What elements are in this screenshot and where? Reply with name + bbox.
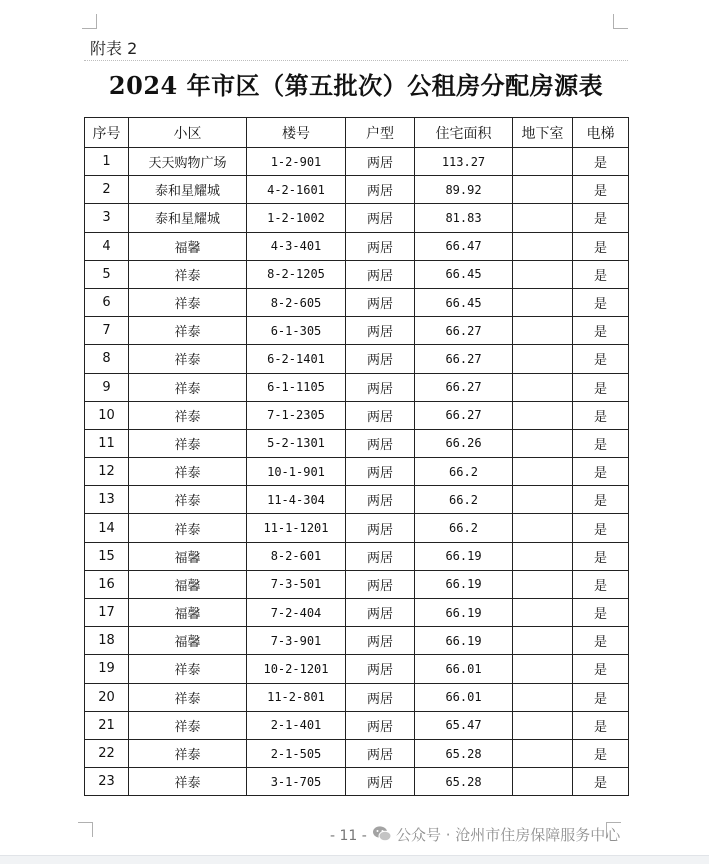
cell-community: 祥泰 xyxy=(129,429,247,457)
table-row xyxy=(85,655,629,683)
cell-elevator: 是 xyxy=(573,317,629,345)
cell-area: 81.83 xyxy=(415,204,513,232)
cell-layout: 两居 xyxy=(346,401,415,429)
cell-basement xyxy=(513,148,573,176)
cell-index: 23 xyxy=(85,768,129,796)
cell-community: 祥泰 xyxy=(129,317,247,345)
cell-building: 11-2-801 xyxy=(247,683,346,711)
cell-building: 2-1-401 xyxy=(247,711,346,739)
cell-basement xyxy=(513,260,573,288)
cell-layout: 两居 xyxy=(346,429,415,457)
cell-layout: 两居 xyxy=(346,486,415,514)
cell-basement xyxy=(513,373,573,401)
cell-elevator: 是 xyxy=(573,232,629,260)
table-header-row xyxy=(85,118,629,148)
cell-basement xyxy=(513,599,573,627)
cell-area: 66.27 xyxy=(415,401,513,429)
col-header-basement: 地下室 xyxy=(513,118,573,148)
cell-community: 泰和星耀城 xyxy=(129,204,247,232)
cell-elevator: 是 xyxy=(573,176,629,204)
cell-building: 8-2-605 xyxy=(247,288,346,316)
cell-community: 福馨 xyxy=(129,542,247,570)
cell-community: 福馨 xyxy=(129,599,247,627)
cell-layout: 两居 xyxy=(346,176,415,204)
cell-index: 21 xyxy=(85,711,129,739)
cell-elevator: 是 xyxy=(573,288,629,316)
cell-community: 祥泰 xyxy=(129,683,247,711)
cell-area: 66.19 xyxy=(415,599,513,627)
table-row xyxy=(85,232,629,260)
cell-elevator: 是 xyxy=(573,711,629,739)
cell-index: 8 xyxy=(85,345,129,373)
cell-area: 65.28 xyxy=(415,739,513,767)
cell-index: 3 xyxy=(85,204,129,232)
table-row xyxy=(85,683,629,711)
cell-index: 11 xyxy=(85,429,129,457)
cell-building: 7-3-901 xyxy=(247,627,346,655)
cell-area: 66.26 xyxy=(415,429,513,457)
cell-community: 祥泰 xyxy=(129,711,247,739)
cell-basement xyxy=(513,288,573,316)
cell-index: 13 xyxy=(85,486,129,514)
cell-building: 2-1-505 xyxy=(247,739,346,767)
cell-community: 祥泰 xyxy=(129,373,247,401)
wechat-icon xyxy=(372,825,392,843)
cell-building: 4-2-1601 xyxy=(247,176,346,204)
housing-allocation-table xyxy=(84,117,629,796)
watermark xyxy=(372,823,620,845)
cell-elevator: 是 xyxy=(573,401,629,429)
cell-layout: 两居 xyxy=(346,260,415,288)
cell-area: 66.19 xyxy=(415,627,513,655)
cell-basement xyxy=(513,683,573,711)
cell-building: 7-3-501 xyxy=(247,570,346,598)
cell-area: 66.01 xyxy=(415,683,513,711)
cell-elevator: 是 xyxy=(573,739,629,767)
cell-community: 泰和星耀城 xyxy=(129,176,247,204)
cell-community: 祥泰 xyxy=(129,768,247,796)
cell-building: 5-2-1301 xyxy=(247,429,346,457)
cell-index: 17 xyxy=(85,599,129,627)
cell-area: 66.19 xyxy=(415,570,513,598)
table-row xyxy=(85,317,629,345)
cell-basement xyxy=(513,739,573,767)
col-header-elevator: 电梯 xyxy=(573,118,629,148)
cell-community: 祥泰 xyxy=(129,401,247,429)
col-header-area: 住宅面积 xyxy=(415,118,513,148)
cell-index: 20 xyxy=(85,683,129,711)
cell-index: 7 xyxy=(85,317,129,345)
table-row xyxy=(85,373,629,401)
col-header-index: 序号 xyxy=(85,118,129,148)
cell-layout: 两居 xyxy=(346,599,415,627)
cell-building: 10-2-1201 xyxy=(247,655,346,683)
cell-area: 66.45 xyxy=(415,288,513,316)
cell-area: 66.47 xyxy=(415,232,513,260)
cell-layout: 两居 xyxy=(346,739,415,767)
cell-building: 4-3-401 xyxy=(247,232,346,260)
cell-elevator: 是 xyxy=(573,345,629,373)
cell-basement xyxy=(513,514,573,542)
cell-area: 66.01 xyxy=(415,655,513,683)
cell-index: 2 xyxy=(85,176,129,204)
cell-elevator: 是 xyxy=(573,458,629,486)
cell-community: 福馨 xyxy=(129,627,247,655)
page-corner-mark-top-left xyxy=(82,14,97,29)
cell-index: 10 xyxy=(85,401,129,429)
cell-community: 祥泰 xyxy=(129,514,247,542)
cell-elevator: 是 xyxy=(573,683,629,711)
cell-community: 祥泰 xyxy=(129,345,247,373)
cell-elevator: 是 xyxy=(573,260,629,288)
cell-elevator: 是 xyxy=(573,148,629,176)
cell-building: 3-1-705 xyxy=(247,768,346,796)
cell-elevator: 是 xyxy=(573,542,629,570)
cell-basement xyxy=(513,176,573,204)
cell-index: 4 xyxy=(85,232,129,260)
cell-building: 6-1-1105 xyxy=(247,373,346,401)
col-header-building: 楼号 xyxy=(247,118,346,148)
cell-area: 66.19 xyxy=(415,542,513,570)
cell-basement xyxy=(513,486,573,514)
page-number: - 11 - xyxy=(330,828,367,844)
cell-building: 8-2-1205 xyxy=(247,260,346,288)
cell-layout: 两居 xyxy=(346,683,415,711)
table-row xyxy=(85,429,629,457)
table-row xyxy=(85,542,629,570)
table-row xyxy=(85,345,629,373)
table-row xyxy=(85,148,629,176)
cell-index: 6 xyxy=(85,288,129,316)
cell-area: 66.27 xyxy=(415,317,513,345)
cell-elevator: 是 xyxy=(573,655,629,683)
cell-building: 6-1-305 xyxy=(247,317,346,345)
table-row xyxy=(85,204,629,232)
table-row xyxy=(85,570,629,598)
cell-community: 祥泰 xyxy=(129,458,247,486)
cell-layout: 两居 xyxy=(346,768,415,796)
cell-area: 66.2 xyxy=(415,514,513,542)
page-corner-mark-top-right xyxy=(613,14,628,29)
cell-building: 8-2-601 xyxy=(247,542,346,570)
table-row xyxy=(85,288,629,316)
cell-building: 7-1-2305 xyxy=(247,401,346,429)
cell-elevator: 是 xyxy=(573,570,629,598)
cell-area: 65.28 xyxy=(415,768,513,796)
cell-community: 祥泰 xyxy=(129,739,247,767)
cell-layout: 两居 xyxy=(346,204,415,232)
cell-elevator: 是 xyxy=(573,514,629,542)
cell-area: 113.27 xyxy=(415,148,513,176)
cell-basement xyxy=(513,768,573,796)
table-row xyxy=(85,260,629,288)
table-row xyxy=(85,486,629,514)
cell-layout: 两居 xyxy=(346,232,415,260)
cell-layout: 两居 xyxy=(346,458,415,486)
table-row xyxy=(85,739,629,767)
cell-basement xyxy=(513,429,573,457)
cell-index: 5 xyxy=(85,260,129,288)
cell-basement xyxy=(513,627,573,655)
cell-area: 66.45 xyxy=(415,260,513,288)
cell-building: 1-2-901 xyxy=(247,148,346,176)
table-row xyxy=(85,458,629,486)
cell-elevator: 是 xyxy=(573,768,629,796)
col-header-community: 小区 xyxy=(129,118,247,148)
cell-building: 10-1-901 xyxy=(247,458,346,486)
cell-basement xyxy=(513,570,573,598)
table-row xyxy=(85,768,629,796)
cell-community: 祥泰 xyxy=(129,260,247,288)
cell-basement xyxy=(513,458,573,486)
cell-building: 6-2-1401 xyxy=(247,345,346,373)
cell-area: 66.27 xyxy=(415,373,513,401)
col-header-layout: 户型 xyxy=(346,118,415,148)
cell-index: 16 xyxy=(85,570,129,598)
cell-index: 12 xyxy=(85,458,129,486)
page-corner-mark-bottom-left xyxy=(78,822,93,837)
cell-basement xyxy=(513,655,573,683)
cell-area: 66.2 xyxy=(415,486,513,514)
cell-basement xyxy=(513,232,573,260)
cell-layout: 两居 xyxy=(346,288,415,316)
cell-elevator: 是 xyxy=(573,599,629,627)
cell-basement xyxy=(513,204,573,232)
cell-index: 1 xyxy=(85,148,129,176)
cell-community: 福馨 xyxy=(129,232,247,260)
cell-elevator: 是 xyxy=(573,627,629,655)
annex-label: 附表 2 xyxy=(90,39,138,58)
table-row xyxy=(85,401,629,429)
cell-layout: 两居 xyxy=(346,317,415,345)
cell-community: 祥泰 xyxy=(129,486,247,514)
cell-basement xyxy=(513,401,573,429)
cell-basement xyxy=(513,711,573,739)
cell-layout: 两居 xyxy=(346,627,415,655)
cell-index: 9 xyxy=(85,373,129,401)
watermark-text: 公众号 · 沧州市住房保障服务中心 xyxy=(396,825,621,844)
cell-building: 11-1-1201 xyxy=(247,514,346,542)
table-row xyxy=(85,176,629,204)
cell-community: 天天购物广场 xyxy=(129,148,247,176)
cell-area: 89.92 xyxy=(415,176,513,204)
cell-layout: 两居 xyxy=(346,542,415,570)
cell-community: 福馨 xyxy=(129,570,247,598)
cell-index: 18 xyxy=(85,627,129,655)
cell-building: 1-2-1002 xyxy=(247,204,346,232)
cell-layout: 两居 xyxy=(346,570,415,598)
cell-elevator: 是 xyxy=(573,429,629,457)
cell-layout: 两居 xyxy=(346,373,415,401)
cell-area: 65.47 xyxy=(415,711,513,739)
cell-community: 祥泰 xyxy=(129,288,247,316)
cell-elevator: 是 xyxy=(573,486,629,514)
cell-building: 11-4-304 xyxy=(247,486,346,514)
cell-community: 祥泰 xyxy=(129,655,247,683)
cell-elevator: 是 xyxy=(573,204,629,232)
cell-index: 15 xyxy=(85,542,129,570)
document-title: 2024 年市区（第五批次）公租房分配房源表 xyxy=(108,71,604,100)
cell-layout: 两居 xyxy=(346,148,415,176)
cell-index: 22 xyxy=(85,739,129,767)
cell-basement xyxy=(513,345,573,373)
cell-basement xyxy=(513,542,573,570)
cell-area: 66.27 xyxy=(415,345,513,373)
cell-building: 7-2-404 xyxy=(247,599,346,627)
table-row xyxy=(85,514,629,542)
title-divider xyxy=(84,60,628,61)
table-row xyxy=(85,627,629,655)
table-body xyxy=(85,148,629,796)
cell-layout: 两居 xyxy=(346,711,415,739)
cell-index: 14 xyxy=(85,514,129,542)
cell-basement xyxy=(513,317,573,345)
table-row xyxy=(85,711,629,739)
cell-layout: 两居 xyxy=(346,345,415,373)
cell-layout: 两居 xyxy=(346,514,415,542)
table-row xyxy=(85,599,629,627)
cell-layout: 两居 xyxy=(346,655,415,683)
cell-area: 66.2 xyxy=(415,458,513,486)
cell-index: 19 xyxy=(85,655,129,683)
cell-elevator: 是 xyxy=(573,373,629,401)
